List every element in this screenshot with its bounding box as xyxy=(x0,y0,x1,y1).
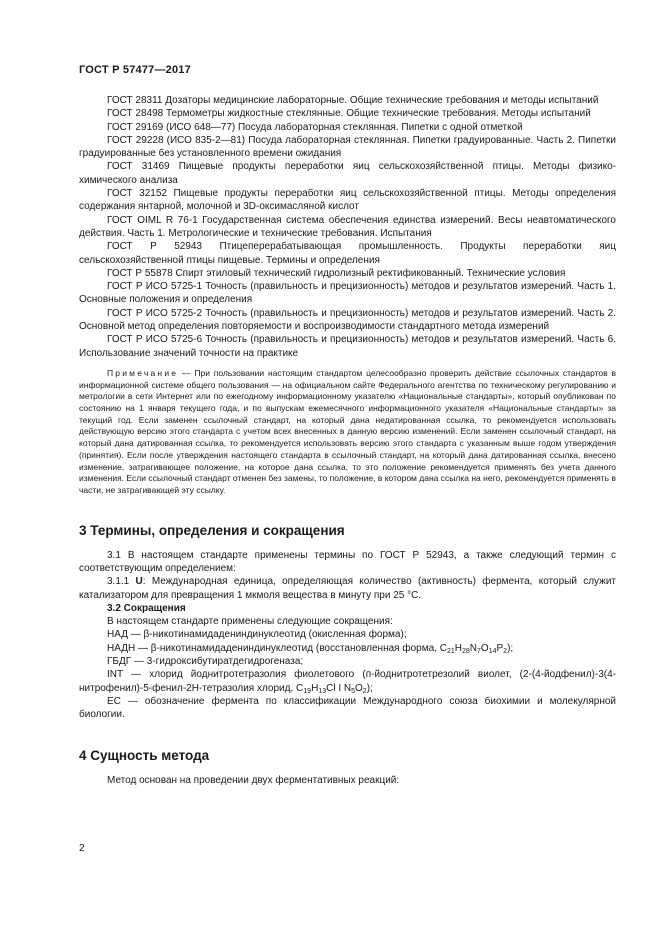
term-number: 3.1.1 xyxy=(107,576,136,588)
term-name: U xyxy=(135,576,143,588)
standard-code-header: ГОСТ Р 57477—2017 xyxy=(79,64,191,76)
abbr-ec: ЕС — обозначение фермента по классификации Международного союза биохимии и молекулярной биологии. xyxy=(79,695,616,721)
note-text: — При пользовании настоящим стандартом целесообразно проверить действие ссылочных стандартов в информационной системе общего пользования — на официальном сайте Федерального агентства по техническому регулированию и метрологии в сети Интернет или по ежегодному информационному указателю «Национальные стандарты», который опубликован по состоянию на 1 января текущего года, и по выпускам ежемесячного информационного указателя «Национальные стандарты» за текущий год. Если заменен ссылочный стандарт, на который дана недатированная ссылка, то рекомендуется использовать действующую версию этого стандарта с учетом всех внесенных в данную версию изменений. Если заменен ссылочный стандарт, на который дана датированная ссылка, то рекомендуется использовать версию этого стандарта с указанным выше годом утверждения (принятия). Если после утверждения настоящего стандарта в ссылочный стандарт, на который дана датированная ссылка, внесено изменение, затрагивающее положение, на которое дана ссылка, то это положение рекомендуется применять без учета данного изменения. Если ссылочный стандарт отменен без замены, то положение, в котором дана ссылка на него, рекомендуется применять в части, не затрагивающей эту ссылку. xyxy=(79,367,616,495)
abbreviations-title: 3.2 Сокращения xyxy=(107,602,186,614)
abbr-nadh-text: НАДН — β-никотинамидадениндинуклеотид (восстановленная форма, xyxy=(107,642,440,654)
reference-item: ГОСТ Р 52943 Птицеперерабатывающая промышленность. Продукты переработки яиц сельскохозяйственной птицы пищевые. Термины и определения xyxy=(79,241,616,266)
reference-item: ГОСТ 32152 Пищевые продукты переработки яиц сельскохозяйственной птицы. Методы определения содержания янтарной, молочной и 3D-оксимасляной кислот xyxy=(79,188,616,213)
reference-item: ГОСТ Р ИСО 5725-6 Точность (правильность и прецизионность) методов и результатов измерений. Часть 6. Использование значений точности на практике xyxy=(79,334,616,359)
reference-item: ГОСТ 28311 Дозаторы медицинские лабораторные. Общие технические требования и методы испытаний xyxy=(107,95,599,106)
reference-item: ГОСТ Р ИСО 5725-1 Точность (правильность и прецизионность) методов и результатов измерений. Часть 1. Основные положения и определения xyxy=(79,281,616,306)
abbr-nadh xyxy=(79,642,616,655)
reference-item: ГОСТ 29228 (ИСО 835-2—81) Посуда лабораторная стеклянная. Пипетки градуированные. Часть 2. Пипетки градуированные без установленного времени ожидания xyxy=(79,134,616,160)
reference-item: ГОСТ OIML R 76-1 Государственная система обеспечения единства измерений. Весы неавтоматического действия. Часть 1. Метрологические и технические требования. Испытания xyxy=(79,214,616,239)
section-3-intro: 3.1 В настоящем стандарте применены термины по ГОСТ Р 52943, а также следующий термин с соответствующим определением: xyxy=(79,549,616,574)
formula-nadh: $C_{21}H_{28}N_7O_{14}P_2$); xyxy=(439,642,514,655)
abbr-nad: НАД — β-никотинамидадениндинуклеотид (окисленная форма); xyxy=(107,629,407,641)
page-number: 2 xyxy=(79,843,85,854)
reference-item: ГОСТ Р 55878 Спирт этиловый технический гидролизный ректификованный. Технические условия xyxy=(107,267,566,279)
reference-item: ГОСТ 29169 (ИСО 648—77) Посуда лабораторная стеклянная. Пипетки с одной отметкой xyxy=(107,121,523,133)
section-4-text: Метод основан на проведении двух ферментативных реакций: xyxy=(107,774,400,786)
section-3-title: 3 Термины, определения и сокращения xyxy=(79,522,345,538)
abbr-int-text: INT — хлорид йоднитротетразолия фиолетового (п-йоднитротетрезолий виолет, (2-(4-йодфенил)-3(4-нитрофенил)-5-фенил-2Н-тетразолия хлорид, xyxy=(79,669,616,694)
reference-item: ГОСТ 28498 Термометры жидкостные стеклянные. Общие технические требования. Методы испытаний xyxy=(107,108,591,120)
abbreviations-intro: В настоящем стандарте применены следующие сокращения: xyxy=(107,616,393,628)
term-3-1-1 xyxy=(79,575,616,602)
reference-item: ГОСТ 31469 Пищевые продукты переработки яиц сельскохозяйственной птицы. Методы физико-химического анализа xyxy=(79,161,616,186)
normative-note xyxy=(79,368,616,497)
term-definition: : Международная единица, определяющая количество (активность) фермента, который служит катализатором для превращения 1 мкмоля вещества в минуту при 25 °С. xyxy=(79,576,616,601)
abbr-gbdg: ГБДГ — 3-гидроксибутиратдегидрогеназа; xyxy=(107,656,304,668)
formula-int: $C_{19}H_{13}Cl$ I $N_5O_2$); xyxy=(296,682,373,695)
abbr-int xyxy=(79,668,616,695)
page-content xyxy=(79,94,616,787)
note-label: Примечание xyxy=(107,367,179,378)
section-4-title: 4 Сущность метода xyxy=(79,747,210,763)
reference-item: ГОСТ Р ИСО 5725-2 Точность (правильность и прецизионность) методов и результатов измерений. Часть 2. Основной метод определения повторяемости и воспроизводимости стандартного метода измерений xyxy=(79,307,616,333)
